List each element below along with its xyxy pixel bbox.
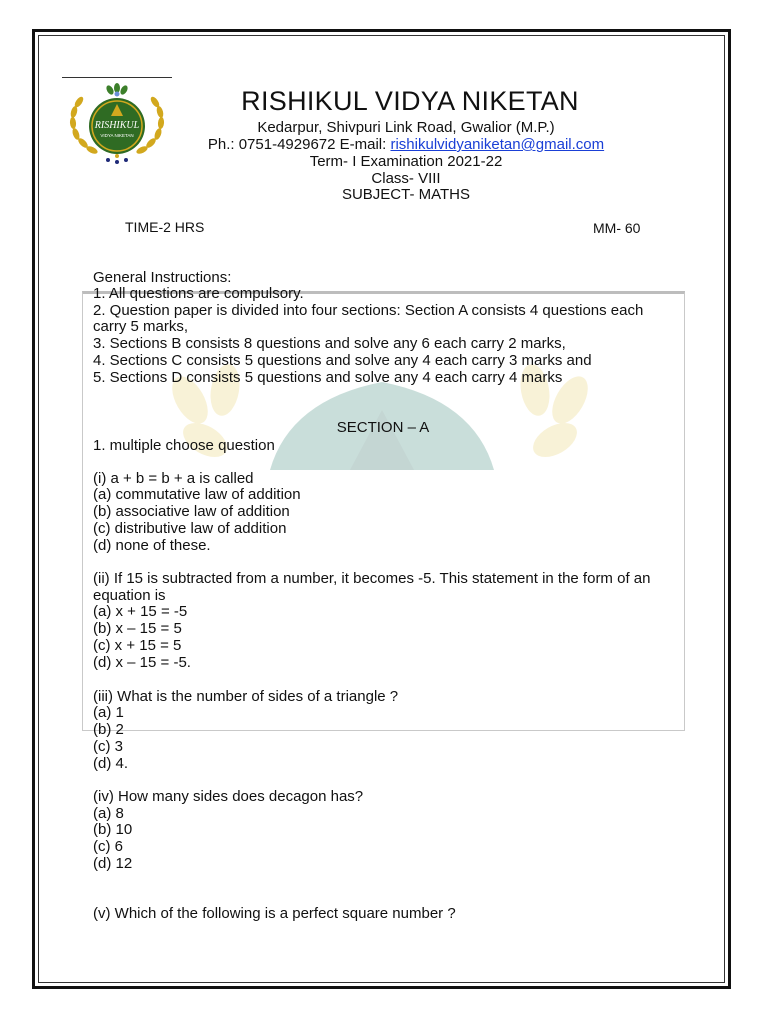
option-text: (b) associative law of addition [93, 503, 290, 520]
option-text: (b) 10 [93, 821, 133, 838]
option-text: (c) 3 [93, 738, 123, 755]
exam-title: Term- I Examination 2021-22 [309, 153, 503, 170]
option-text: (b) 2 [93, 721, 124, 738]
option-text: (b) x – 15 = 5 [93, 620, 182, 637]
school-address: Kedarpur, Shivpuri Link Road, Gwalior (M.P.) [257, 119, 555, 136]
option-text: (c) x + 15 = 5 [93, 637, 182, 654]
option-text: (d) x – 15 = -5. [93, 654, 191, 671]
instruction-line: 4. Sections C consists 5 questions and solve any 4 each carry 3 marks and [93, 352, 592, 369]
instruction-line: 2. Question paper is divided into four sections: Section A consists 4 questions each [93, 302, 644, 319]
question-text: (i) a + b = b + a is called [93, 470, 254, 487]
option-text: (a) 8 [93, 805, 124, 822]
question-text: equation is [93, 587, 166, 604]
option-text: (d) 4. [93, 755, 129, 772]
section-a-title: SECTION – A [336, 419, 430, 436]
email-link[interactable]: rishikulvidyaniketan@gmail.com [390, 136, 605, 153]
phone-label: Ph.: 0751-4929672 E-mail: [207, 136, 391, 153]
logo-text-top: RISHIKUL [94, 120, 140, 131]
option-text: (a) commutative law of addition [93, 486, 301, 503]
contact-line [0, 136, 768, 153]
question-text: (ii) If 15 is subtracted from a number, it becomes -5. This statement in the form of an [93, 570, 651, 587]
instructions-heading: General Instructions: [93, 269, 232, 286]
question-text: (v) Which of the following is a perfect square number ? [93, 905, 456, 922]
option-text: (a) x + 15 = -5 [93, 603, 188, 620]
class-label: Class- VIII [371, 170, 441, 187]
question-text: (iv) How many sides does decagon has? [93, 788, 364, 805]
question-text: (iii) What is the number of sides of a triangle ? [93, 688, 399, 705]
instruction-line: carry 5 marks, [93, 318, 189, 335]
question-heading: 1. multiple choose question [93, 437, 275, 454]
instruction-line: 3. Sections B consists 8 questions and solve any 6 each carry 2 marks, [93, 335, 566, 352]
school-name: RISHIKUL VIDYA NIKETAN [241, 86, 579, 116]
option-text: (d) none of these. [93, 537, 211, 554]
logo-text-bottom: VIDYA NIKETAN [100, 133, 134, 138]
time-label: TIME-2 HRS [125, 219, 205, 235]
instruction-line: 5. Sections D consists 5 questions and solve any 4 each carry 4 marks [93, 369, 563, 386]
option-text: (a) 1 [93, 704, 124, 721]
instruction-line: 1. All questions are compulsory. [93, 285, 304, 302]
subject-label: SUBJECT- MATHS [341, 186, 471, 203]
max-marks-label: MM- 60 [593, 220, 641, 236]
logo-divider [62, 77, 172, 78]
option-text: (c) distributive law of addition [93, 520, 287, 537]
option-text: (c) 6 [93, 838, 123, 855]
option-text: (d) 12 [93, 855, 133, 872]
